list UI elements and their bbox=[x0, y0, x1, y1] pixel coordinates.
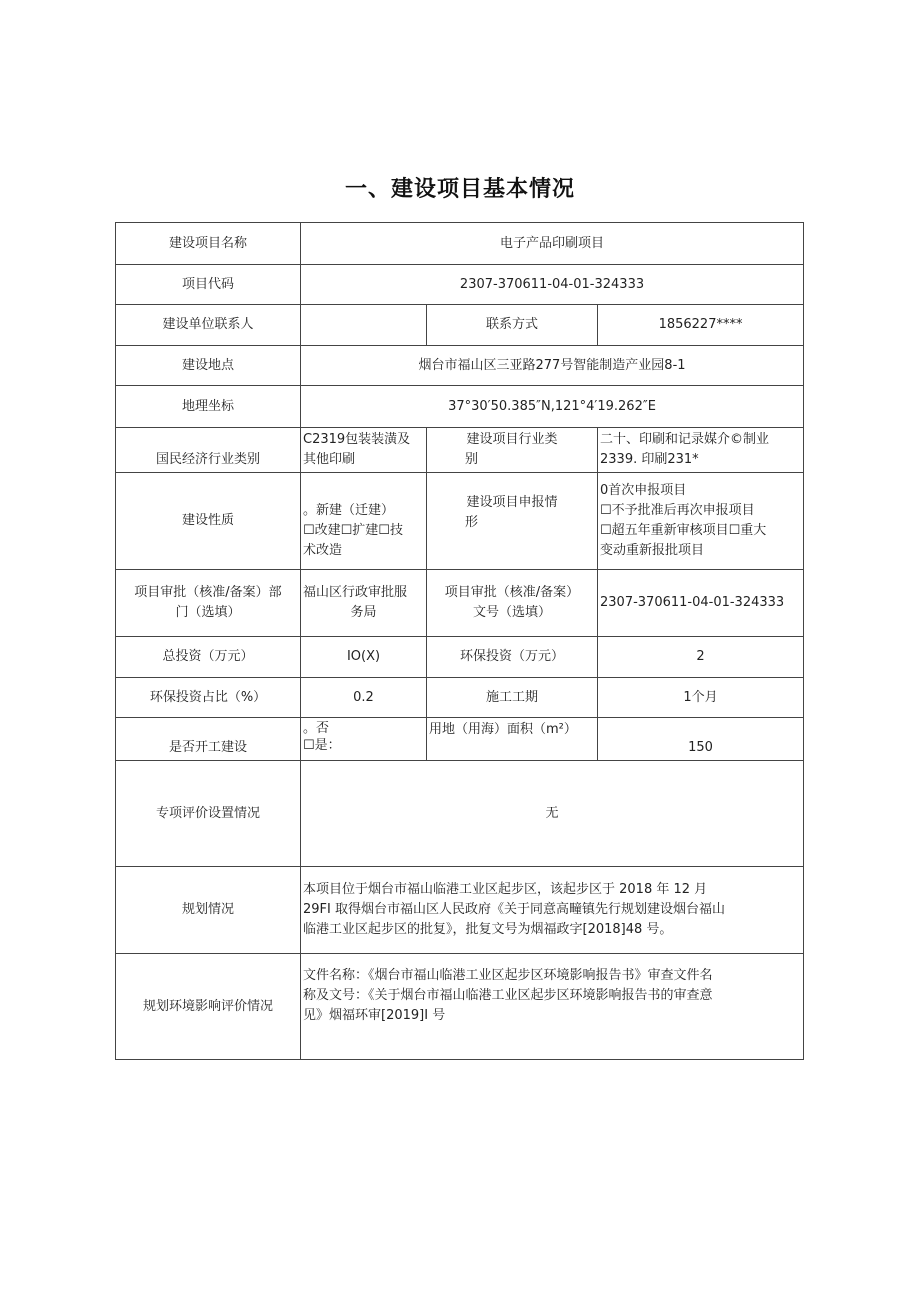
project-info-table bbox=[115, 222, 804, 1060]
row-ratio bbox=[116, 678, 804, 718]
planning-eia-label: 规划环境影响评价情况 bbox=[116, 954, 301, 1060]
row-location bbox=[116, 346, 804, 386]
industry-category-label-line: 建设项目行业类 bbox=[466, 432, 558, 447]
env-ratio-value: 0.2 bbox=[301, 678, 427, 718]
industry-category-label-line: 别 bbox=[465, 452, 479, 467]
approval-doc-label-line: 文号（选填） bbox=[472, 605, 551, 620]
nature-value bbox=[301, 473, 427, 570]
nature-label: 建设性质 bbox=[116, 473, 301, 570]
project-name-label: 建设项目名称 bbox=[116, 223, 301, 265]
industry-value-line: C2319包装装潢及 bbox=[303, 432, 411, 447]
row-started bbox=[116, 718, 804, 761]
application-option-line: ☐超五年重新审核项目☐重大 bbox=[600, 523, 767, 538]
coordinates-value: 37°30′50.385″N,121°4′19.262″E bbox=[301, 386, 804, 428]
planning-eia-line: 文件名称：《烟台市福山临港工业区起步区环境影响报告书》审查文件名 bbox=[303, 968, 713, 983]
env-ratio-label: 环保投资占比（%） bbox=[116, 678, 301, 718]
industry-category-value bbox=[598, 428, 804, 473]
approval-dept-value bbox=[301, 570, 427, 637]
application-label bbox=[427, 473, 598, 570]
row-investment bbox=[116, 637, 804, 678]
construction-period-label: 施工工期 bbox=[427, 678, 598, 718]
industry-label: 国民经济行业类别 bbox=[116, 428, 301, 473]
land-area-value: 150 bbox=[598, 718, 804, 761]
industry-category-label bbox=[427, 428, 598, 473]
application-option-line: 变动重新报批项目 bbox=[600, 543, 705, 558]
planning-line: 临港工业区起步区的批复》，批复文号为烟福政字[2018]48 号。 bbox=[303, 922, 673, 937]
row-nature bbox=[116, 473, 804, 570]
industry-category-value-line: 2339. 印刷231* bbox=[600, 452, 699, 467]
row-contact bbox=[116, 305, 804, 346]
project-code-value: 2307-370611-04-01-324333 bbox=[301, 265, 804, 305]
planning-eia-value bbox=[301, 954, 804, 1060]
contact-method-label: 联系方式 bbox=[427, 305, 598, 346]
row-planning bbox=[116, 867, 804, 954]
started-label: 是否开工建设 bbox=[116, 718, 301, 761]
application-value bbox=[598, 473, 804, 570]
env-investment-value: 2 bbox=[598, 637, 804, 678]
planning-line: 29FI 取得烟台市福山区人民政府《关于同意高疃镇先行规划建设烟台福山 bbox=[303, 902, 725, 917]
row-coordinates bbox=[116, 386, 804, 428]
planning-eia-line: 称及文号：《关于烟台市福山临港工业区起步区环境影响报告书的审查意 bbox=[303, 988, 713, 1003]
started-option-yes: ☐是： bbox=[303, 738, 341, 753]
page-title: 一、建设项目基本情况 bbox=[344, 177, 575, 202]
total-investment-value: IO(X) bbox=[301, 637, 427, 678]
nature-option-line: 。新建（迁建） bbox=[303, 503, 395, 518]
row-industry bbox=[116, 428, 804, 473]
row-approval bbox=[116, 570, 804, 637]
env-investment-label: 环保投资（万元） bbox=[427, 637, 598, 678]
application-option-line: ☐不予批准后再次申报项目 bbox=[600, 503, 755, 518]
application-option-line: 0首次申报项目 bbox=[600, 483, 687, 498]
application-label-line: 形 bbox=[465, 515, 479, 530]
row-planning-eia bbox=[116, 954, 804, 1060]
approval-doc-value: 2307-370611-04-01-324333 bbox=[598, 570, 804, 637]
planning-line: 本项目位于烟台市福山临港工业区起步区，该起步区于 2018 年 12 月 bbox=[303, 882, 708, 897]
special-eval-label: 专项评价设置情况 bbox=[116, 761, 301, 867]
row-project-name bbox=[116, 223, 804, 265]
row-special-eval bbox=[116, 761, 804, 867]
nature-option-line: ☐改建☐扩建☐技 bbox=[303, 523, 403, 538]
industry-category-value-line: 二十、印刷和记录媒介©制业 bbox=[600, 432, 770, 447]
approval-doc-label-line: 项目审批（核准/备案） bbox=[444, 585, 580, 600]
location-value: 烟台市福山区三亚路277号智能制造产业园8-1 bbox=[301, 346, 804, 386]
contact-method-value: 1856227**** bbox=[598, 305, 804, 346]
planning-label: 规划情况 bbox=[116, 867, 301, 954]
started-options bbox=[301, 718, 427, 761]
started-option-no: 。否 bbox=[303, 721, 330, 736]
approval-doc-label bbox=[427, 570, 598, 637]
planning-value bbox=[301, 867, 804, 954]
approval-dept-value-line: 福山区行政审批服 bbox=[303, 585, 408, 600]
approval-dept-label-line: 门（选填） bbox=[175, 605, 241, 620]
planning-eia-line: 见》烟福环审[2019]I 号 bbox=[303, 1008, 446, 1023]
approval-dept-label-line: 项目审批（核准/备案）部 bbox=[134, 585, 282, 600]
coordinates-label: 地理坐标 bbox=[116, 386, 301, 428]
total-investment-label: 总投资（万元） bbox=[116, 637, 301, 678]
approval-dept-label bbox=[116, 570, 301, 637]
project-name-value: 电子产品印刷项目 bbox=[301, 223, 804, 265]
nature-option-line: 术改造 bbox=[303, 543, 343, 558]
special-eval-value: 无 bbox=[301, 761, 804, 867]
project-code-label: 项目代码 bbox=[116, 265, 301, 305]
application-label-line: 建设项目申报情 bbox=[466, 495, 558, 510]
contact-value bbox=[301, 305, 427, 346]
industry-value bbox=[301, 428, 427, 473]
row-project-code bbox=[116, 265, 804, 305]
contact-label: 建设单位联系人 bbox=[116, 305, 301, 346]
construction-period-value: 1个月 bbox=[598, 678, 804, 718]
land-area-label: 用地（用海）面积（m²） bbox=[427, 718, 598, 761]
industry-value-line: 其他印刷 bbox=[303, 452, 356, 467]
approval-dept-value-line: 务局 bbox=[350, 605, 377, 620]
location-label: 建设地点 bbox=[116, 346, 301, 386]
